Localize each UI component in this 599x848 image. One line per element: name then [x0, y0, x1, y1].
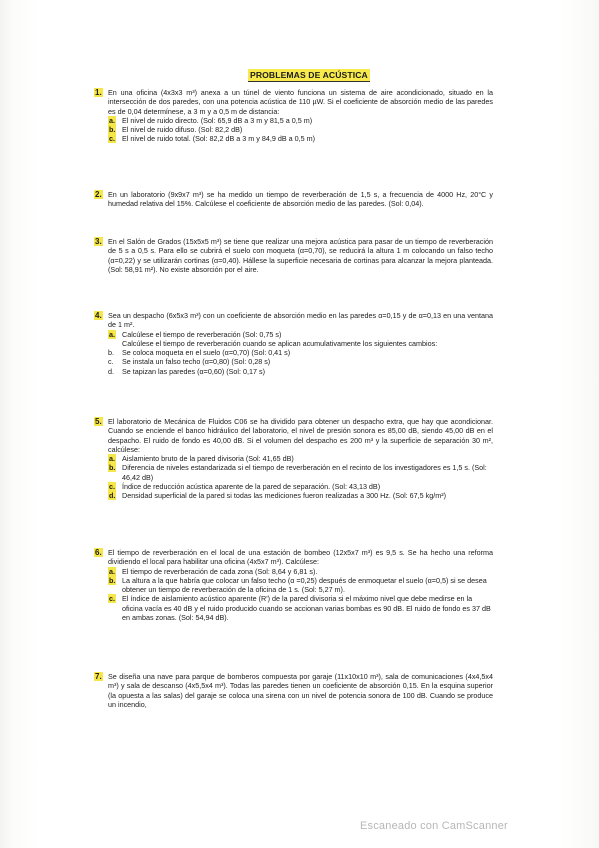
sub-item — [109, 566, 493, 576]
sub-item — [109, 491, 493, 501]
sub-item — [109, 594, 493, 623]
sub-item-text: El nivel de ruido total. (Sol: 82,2 dB a 3 m y 84,9 dB a 0,5 m) — [122, 134, 315, 144]
sub-item — [108, 366, 493, 376]
problem-statement: El laboratorio de Mecánica de Fluidos C06 se ha dividido para obtener un despacho extra, que hay que acondicionar. Cuando se enciende el banco hidráulico del laboratorio, el nivel de presión sonora es 85,00 dB, siendo 45,00 dB en el despacho. El ruido de fondo es 40,00 dB. Si el volumen del despacho es 200 m³ y la superficie de separación 30 m², calcúlese: — [108, 417, 493, 454]
problem-7 — [95, 672, 493, 709]
problem-number: 3. — [95, 237, 102, 246]
sub-item-text: La altura a la que habría que colocar un falso techo (α =0,25) después de enmoquetar el suelo (α=0,5) si se desea obtener un tiempo de reverberación de la oficina de 1 s. (Sol: 5,27 m). — [122, 575, 487, 595]
problem-statement: En el Salón de Grados (15x5x5 m³) se tiene que realizar una mejora acústica para pasar de un tiempo de reverberación de 5 s a 0,5 s. Para ello se cubrirá el suelo con moqueta (α=0,70), se reducirá la altura 1 m colocando un falso techo (α=0,22) y se utilizarán cortinas (α=0,40). Hállese la superficie necesaria de cortinas para alcanzar la mejora planteada. (Sol: 58,91 m²). No existe absorción por el aire. — [108, 237, 493, 274]
problem-5 — [95, 417, 493, 501]
sub-item-text: El nivel de ruido directo. (Sol: 65,9 dB a 3 m y 81,5 a 0,5 m) — [122, 115, 313, 125]
sub-item-text: Índice de reducción acústica aparente de la pared de separación. (Sol: 43,13 dB) — [122, 482, 381, 492]
sub-item-letter: c. — [108, 357, 114, 367]
problem-6 — [95, 548, 493, 623]
problem-1 — [95, 88, 493, 144]
problem-statement: En un laboratorio (9x9x7 m³) se ha medido un tiempo de reverberación de 1,5 s, a frecuencia de 4000 Hz, 20°C y humedad relativa del 15%. Calcúlese el coeficiente de absorción medio de las paredes. (Sol: 0,04). — [108, 190, 493, 209]
problem-3 — [95, 237, 493, 274]
sub-item-text: Calcúlese el tiempo de reverberación (Sol: 0,75 s) — [122, 329, 282, 339]
problem-number: 7. — [95, 672, 102, 681]
sub-item-letter: a. — [109, 115, 115, 125]
sub-item — [109, 134, 493, 144]
problem-number: 2. — [95, 190, 102, 199]
problem-number: 6. — [95, 548, 102, 557]
sub-item-letter: a. — [109, 329, 115, 339]
sub-item-text: El tiempo de reverberación de cada zona (Sol: 8,64 y 6,81 s). — [122, 566, 318, 576]
sub-item-text: Se tapizan las paredes (α=0,60) (Sol: 0,17 s) — [122, 366, 265, 376]
sub-item — [109, 329, 493, 339]
problem-number: 1. — [95, 88, 102, 97]
scanner-watermark: Escaneado con CamScanner — [360, 820, 508, 832]
page-title: PROBLEMAS DE ACÚSTICA — [250, 70, 368, 80]
sub-item — [109, 115, 493, 125]
sub-item — [109, 125, 493, 135]
sub-item-text: Se instala un falso techo (α=0,80) (Sol: 0,28 s) — [122, 357, 271, 367]
sub-item-letter: c. — [109, 482, 115, 492]
sub-item — [109, 575, 493, 595]
sub-item-text: Calcúlese el tiempo de reverberación cuando se aplican acumulativamente los siguientes cambios: — [122, 338, 438, 348]
sub-item-letter: d. — [108, 366, 114, 376]
problem-number: 4. — [95, 311, 102, 320]
sub-item-text: Aislamiento bruto de la pared divisoria (Sol: 41,65 dB) — [122, 454, 294, 464]
sub-item-text: El índice de aislamiento acústico aparente (R') de la pared divisoria si el máximo nivel que debe medirse en la oficina vacía es 40 dB y el ruido producido cuando se accionan varias bombas es 90 dB. El ruido de fondo es 37 dB en ambas zonas. (Sol: 54,94 dB). — [122, 594, 491, 623]
sub-item-note — [122, 339, 493, 348]
sub-item-letter: b. — [109, 575, 116, 585]
sub-item-letter: b. — [109, 463, 116, 473]
problem-statement: Se diseña una nave para parque de bomberos compuesta por garaje (11x10x10 m³), sala de comunicaciones (4x4,5x4 m³) y sala de descanso (4x5,5x4 m³). Todas las paredes tienen un coeficiente de absorción 0,15. En la esquina superior (la opuesta a las salas) del garaje se coloca una sirena con un nivel de potencia sonora de 100 dB. Cuando se produce un incendio, — [108, 672, 493, 709]
problem-2 — [95, 190, 493, 209]
sub-item — [109, 482, 493, 492]
problem-statement: Sea un despacho (6x5x3 m³) con un coeficiente de absorción medio en las paredes α=0,15 y de α=0,13 en una ventana de 1 m². — [108, 311, 493, 330]
problem-4 — [95, 311, 493, 376]
sub-item — [108, 348, 493, 358]
sub-item-text: Diferencia de niveles estandarizada si el tiempo de reverberación en el recinto de los investigadores es 1,5 s. (Sol: 46,42 dB) — [122, 463, 487, 482]
problem-statement: El tiempo de reverberación en el local de una estación de bombeo (12x5x7 m³) es 9,5 s. Se ha hecho una reforma dividiendo el local para habilitar una oficina (4x5x7 m³). Calcúlese: — [108, 548, 493, 567]
sub-item-letter: a. — [109, 566, 115, 576]
problem-number: 5. — [95, 417, 102, 426]
problem-statement: En una oficina (4x3x3 m³) anexa a un túnel de viento funciona un sistema de aire acondicionado, situado en la intersección de dos paredes, con una potencia acústica de 110 µW. Si el coeficiente de absorción medio de las paredes es de 0,04 determínese, a 3 m y a 0,5 m de distancia: — [108, 88, 493, 116]
sub-item-text: Densidad superficial de la pared si todas las mediciones fueron realizadas a 300 Hz. (Sol: 67,5 kg/m²) — [122, 491, 447, 501]
sub-item — [109, 454, 493, 464]
sub-item-letter: d. — [109, 491, 116, 501]
sub-item-text: Se coloca moqueta en el suelo (α=0,70) (Sol: 0,41 s) — [122, 348, 291, 358]
sub-item-letter: c. — [109, 594, 115, 604]
sub-item — [109, 463, 493, 482]
sub-item-letter: b. — [109, 125, 116, 135]
sub-item-letter: a. — [109, 454, 115, 464]
sub-item-text: El nivel de ruido difuso. (Sol: 82,2 dB) — [122, 125, 243, 135]
sub-item-letter: c. — [109, 134, 115, 144]
sub-item-letter: b. — [108, 348, 114, 358]
sub-item — [108, 357, 493, 367]
